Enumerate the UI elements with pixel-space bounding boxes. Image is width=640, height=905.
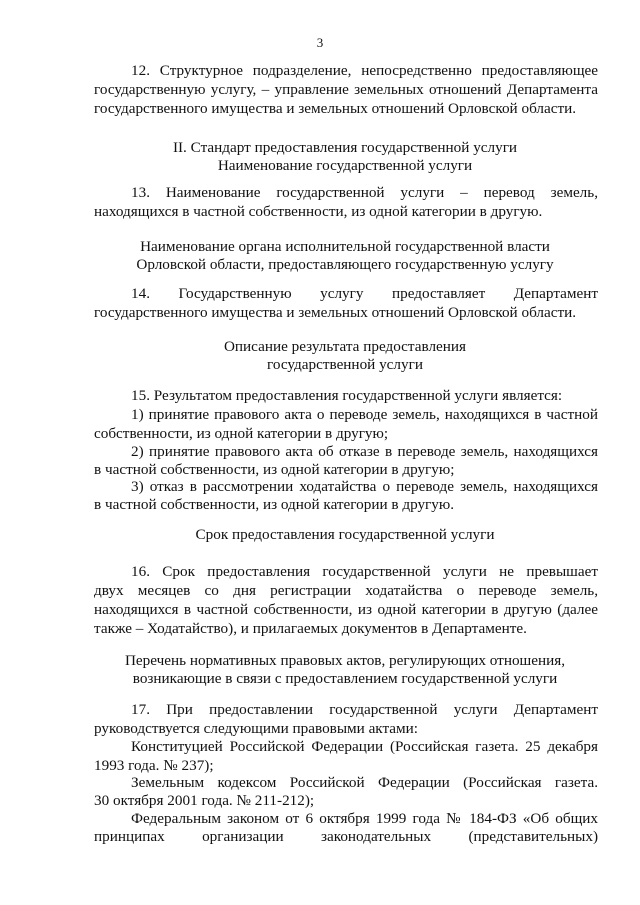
service-name-heading: Наименование государственной услуги <box>217 157 473 174</box>
p17-line-3: Конституцией Российской Федерации (Российская газета. 25 декабря <box>131 738 598 755</box>
p17-line-1: 17. При предоставлении государственной услуги Департамент <box>131 701 598 718</box>
p14-line-1: 14. Государственную услугу предоставляет Департамент <box>131 285 598 302</box>
p17-line-5: Земельным кодексом Российской Федерации (Российская газета. <box>131 774 598 791</box>
p13-line-2: находящихся в частной собственности, из одной категории в другую. <box>94 203 543 220</box>
p15-line-4: 2) принятие правового акта об отказе в переводе земель, находящихся <box>131 443 598 460</box>
p15-line-6: 3) отказ в рассмотрении ходатайства о переводе земель, находящихся <box>131 478 598 495</box>
result-heading <box>92 338 598 374</box>
page-number: 3 <box>316 35 324 50</box>
result-heading-line-2: государственной услуги <box>267 356 423 373</box>
p17-line-2: руководствуется следующими правовыми актами: <box>94 720 419 737</box>
p12-line-1: 12. Структурное подразделение, непосредственно предоставляющее <box>131 62 598 79</box>
authority-heading-line-1: Наименование органа исполнительной государственной власти <box>140 238 550 255</box>
p17-line-7: Федеральным законом от 6 октября 1999 года № 184-ФЗ «Об общих <box>131 810 598 827</box>
p16-line-1: 16. Срок предоставления государственной услуги не превышает <box>131 563 598 580</box>
p12-line-3: государственного имущества и земельных отношений Орловской области. <box>94 100 577 117</box>
p16-line-4: также – Ходатайство), и прилагаемых документов в Департаменте. <box>94 620 527 637</box>
acts-heading <box>92 652 598 688</box>
p16-line-3: находящихся в частной собственности, из одной категории в другую (далее <box>94 601 598 618</box>
p13-line-1: 13. Наименование государственной услуги – перевод земель, <box>131 184 598 201</box>
p17-line-8: принципах организации законодательных (представительных) <box>94 828 598 845</box>
term-heading-line-1: Срок предоставления государственной услуги <box>195 526 495 543</box>
p16-line-2: двух месяцев со дня регистрации ходатайства о переводе земель, <box>94 582 598 599</box>
p15-line-3: собственности, из одной категории в другую; <box>94 425 389 442</box>
p15-line-5: в частной собственности, из одной категории в другую; <box>94 461 455 478</box>
p14-line-2: государственного имущества и земельных отношений Орловской области. <box>94 304 577 321</box>
acts-heading-line-2: возникающие в связи с предоставлением государственной услуги <box>132 670 558 687</box>
p12-line-2: государственную услугу, – управление земельных отношений Департамента <box>94 81 598 98</box>
p15-line-2: 1) принятие правового акта о переводе земель, находящихся в частной <box>131 406 598 423</box>
p17-line-4: 1993 года. № 237); <box>94 757 214 774</box>
authority-heading <box>92 238 598 274</box>
term-heading <box>92 526 598 544</box>
p15-line-7: в частной собственности, из одной категории в другую. <box>94 496 455 513</box>
section-2-title: II. Стандарт предоставления государственной услуги <box>172 139 518 156</box>
authority-heading-line-2: Орловской области, предоставляющего государственную услугу <box>136 256 554 273</box>
section-2-heading <box>92 139 598 175</box>
acts-heading-line-1: Перечень нормативных правовых актов, регулирующих отношения, <box>124 652 566 669</box>
p17-line-6: 30 октября 2001 года. № 211-212); <box>94 792 315 809</box>
result-heading-line-1: Описание результата предоставления <box>223 338 467 355</box>
p15-line-1: 15. Результатом предоставления государственной услуги является: <box>131 387 563 404</box>
